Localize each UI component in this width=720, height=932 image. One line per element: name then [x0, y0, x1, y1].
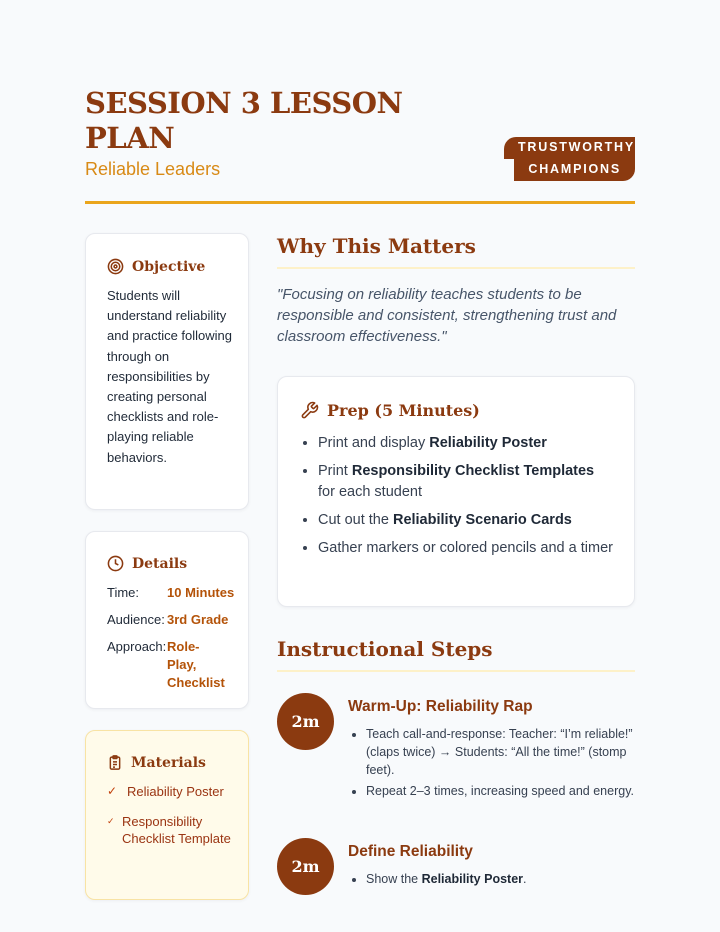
prep-item: • Cut out the Reliability Scenario Cards [318, 510, 614, 531]
materials-card [85, 730, 249, 900]
page-title: SESSION 3 LESSON PLAN [85, 86, 403, 155]
step-item [277, 838, 635, 891]
prep-heading [300, 401, 614, 420]
detail-row-time [107, 584, 238, 602]
detail-label: Audience: [107, 612, 165, 627]
why-heading: Why This Matters [277, 234, 635, 269]
objective-heading-text: Objective [132, 258, 206, 275]
badge-line-1: TRUSTWORTHY [504, 137, 635, 159]
prep-item: • Print Responsibility Checklist Templates for each student [318, 461, 614, 503]
material-item [107, 783, 238, 801]
material-item [107, 813, 238, 848]
prep-card [277, 376, 635, 607]
materials-heading [107, 754, 238, 771]
step-time-badge: 2m [277, 838, 334, 895]
prep-item: • Print and display Reliability Poster [318, 433, 614, 454]
prep-heading-text: Prep (5 Minutes) [327, 401, 480, 420]
page-subtitle: Reliable Leaders [85, 159, 221, 179]
step-title: Define Reliability [348, 843, 473, 860]
step-bullet: • Show the Reliability Poster. [366, 870, 635, 888]
clipboard-icon [107, 754, 123, 771]
check-icon: ✓ [107, 784, 118, 798]
detail-row-audience [107, 611, 238, 629]
detail-value: Role-Play, Checklist [167, 639, 225, 690]
objective-text: Students will understand reliability and practice following through on responsibilities by creating personal checklists and role-playing reliable behaviors. [107, 288, 233, 465]
wrench-icon [300, 401, 319, 420]
step-bullet: • Teach call-and-response: Teacher: “I’m reliable!” (claps twice) → Students: “All the time!” (stomp feet). [366, 725, 635, 779]
why-quote: "Focusing on reliability teaches students to be responsible and consistent, strengthening trust and classroom effectiveness." [277, 286, 617, 345]
detail-label: Approach: [107, 639, 167, 654]
detail-value: 10 Minutes [167, 585, 235, 600]
detail-row-approach [107, 638, 238, 692]
target-icon [107, 258, 124, 275]
objective-card [85, 233, 249, 510]
prep-list [300, 433, 614, 559]
prep-item: • Gather markers or colored pencils and a timer [318, 538, 614, 559]
check-icon: ✓ [107, 815, 115, 826]
step-title: Warm-Up: Reliability Rap [348, 698, 533, 715]
badge-line-2: CHAMPIONS [514, 159, 635, 181]
step-bullet: • Repeat 2–3 times, increasing speed and energy. [366, 782, 635, 800]
material-item-label: Responsibility Checklist Template [122, 813, 231, 846]
details-card [85, 531, 249, 709]
material-item-label: Reliability Poster [127, 784, 224, 799]
steps-heading: Instructional Steps [277, 637, 635, 672]
details-heading-text: Details [132, 555, 188, 572]
objective-heading [107, 258, 234, 275]
detail-value: 3rd Grade [167, 612, 229, 627]
step-item [277, 693, 635, 803]
materials-heading-text: Materials [131, 754, 206, 771]
step-time-badge: 2m [277, 693, 334, 750]
details-heading [107, 555, 238, 572]
clock-icon [107, 555, 124, 572]
theme-badge [504, 137, 635, 181]
header-divider [85, 201, 635, 204]
step-bullets [348, 870, 635, 888]
detail-label: Time: [107, 585, 140, 600]
step-bullets [348, 725, 635, 800]
header [85, 86, 635, 180]
